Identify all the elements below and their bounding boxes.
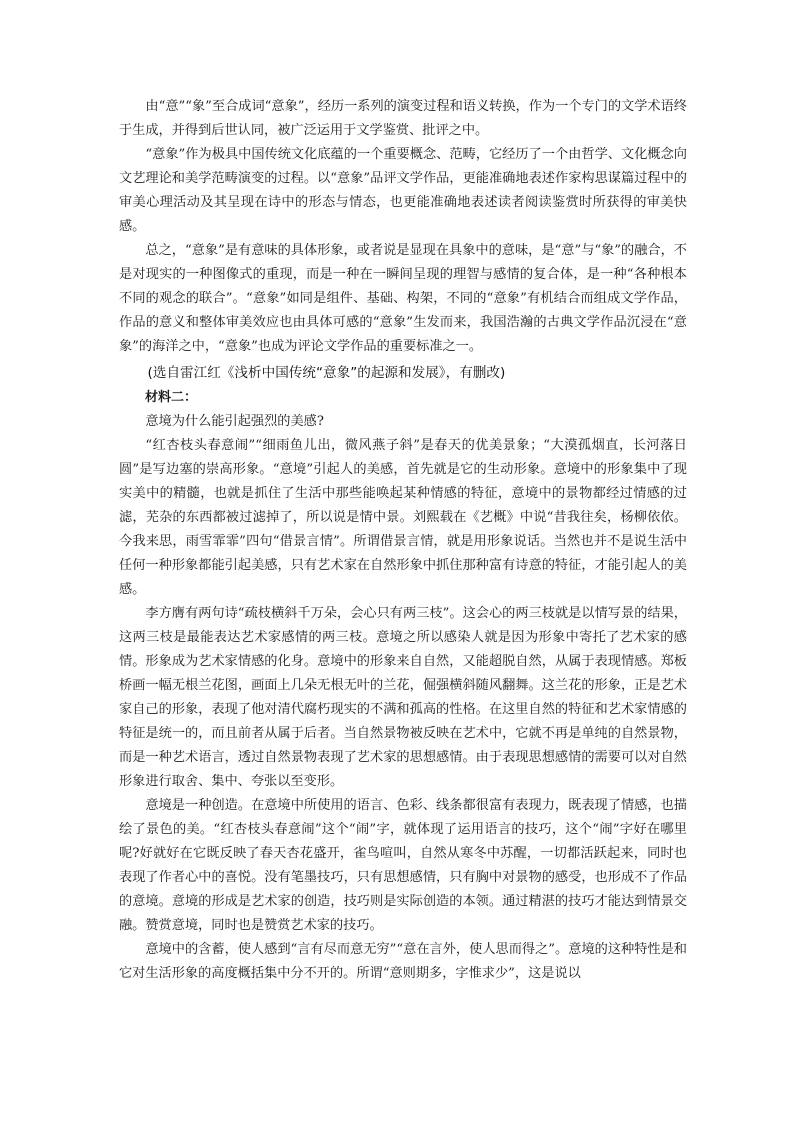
material-one-paragraph-3: 总之，“意象”是有意味的具体形象，或者说是显现在具象中的意味，是“意”与“象”的融合，不是对现实的一种图像式的重现，而是一种在一瞬间呈现的理智与感情的复合体，是一种“各种根本不同的观念的联合”。“意象”如同是组件、基础、构架，不同的“意象”有机结合而组成文学作品，作品的意义和整体审美效应也由具体可感的“意象”生发而来，我国浩瀚的古典文学作品沉浸在“意象”的海洋之中，“意象”也成为评论文学作品的重要标准之一。 [119, 243, 687, 354]
material-two-paragraph-1: “红杏枝头春意闹”“细雨鱼儿出，微风燕子斜”是春天的优美景象；“大漠孤烟直，长河落日圆”是写边塞的崇高形象。“意境”引起人的美感，首先就是它的生动形象。意境中的形象集中了现实美中的精髓，也就是抓住了生活中那些能唤起某种情感的特征，意境中的景物都经过情感的过滤，芜杂的东西都被过滤掉了，所以说是情中景。刘熙载在《艺概》中说“昔我往矣，杨柳依依。今我来思，雨雪霏霏”四句“借景言情”。所谓借景言情，就是用形象说话。当然也并不是说生活中任何一种形象都能引起美感，只有艺术家在自然形象中抓住那种富有诗意的特征，才能引起人的美感。 [119, 438, 687, 597]
material-two-paragraph-2: 李方膺有两句诗“疏枝横斜千万朵，会心只有两三枝”。这会心的两三枝就是以情写景的结果，这两三枝是最能表达艺术家感情的两三枝。意境之所以感染人就是因为形象中寄托了艺术家的感情。形象成为艺术家情感的化身。意境中的形象来自自然，又能超脱自然，从属于表现情感。郑板桥画一幅无根兰花图，画面上几朵无根无叶的兰花，倔强横斜随风翻舞。这兰花的形象，正是艺术家自己的形象，表现了他对清代腐朽现实的不满和孤高的性格。在这里自然的特征和艺术家情感的特征是统一的，而且前者从属于后者。当自然景物被反映在艺术中，它就不再是单纯的自然景物，而是一种艺术语言，透过自然景物表现了艺术家的思想感情。由于表现思想感情的需要可以对自然形象进行取舍、集中、夸张以至变形。 [119, 606, 687, 789]
source-citation: (选自雷江红《浅析中国传统“意象”的起源和发展》，有删改) [147, 365, 506, 381]
document-page [119, 95, 687, 986]
material-two-paragraph-3: 意境是一种创造。在意境中所使用的语言、色彩、线条都很富有表现力，既表现了情感，也描绘了景色的美。“红杏枝头春意闹”这个“闹”字，就体现了运用语言的技巧，这个“闹”字好在哪里呢?好就好在它既反映了春天杏花盛开，雀鸟喧叫，自然从寒冬中苏醒，一切都活跃起来，同时也表现了作者心中的喜悦。没有笔墨技巧，只有思想感情，只有胸中对景物的感受，也形成不了作品的意境。意境的形成是艺术家的创造，技巧则是实际创造的本领。通过精湛的技巧才能达到情景交融。赞赏意境，同时也是赞赏艺术家的技巧。 [119, 798, 687, 933]
material-two-question: 意境为什么能引起强烈的美感? [145, 414, 324, 429]
material-two-heading: 材料二： [145, 390, 198, 405]
material-two-paragraph-4: 意境中的含蓄，使人感到“言有尽而意无穷”“意在言外，使人思而得之”。意境的这种特性是和它对生活形象的高度概括集中分不开的。所谓“意则期多，字惟求少”，这是说以 [119, 942, 687, 981]
material-one-paragraph-1: 由“意”“象”至合成词“意象”，经历一系列的演变过程和语义转换，作为一个专门的文学术语终于生成，并得到后世认同，被广泛运用于文学鉴赏、批评之中。 [119, 99, 687, 138]
material-one-paragraph-2: “意象”作为极具中国传统文化底蕴的一个重要概念、范畴，它经历了一个由哲学、文化概念向文艺理论和美学范畴演变的过程。以“意象”品评文学作品，更能准确地表述作家构思谋篇过程中的审美心理活动及其呈现在诗中的形态与情态，也更能准确地表述读者阅读鉴赏时所获得的审美快感。 [119, 147, 687, 234]
